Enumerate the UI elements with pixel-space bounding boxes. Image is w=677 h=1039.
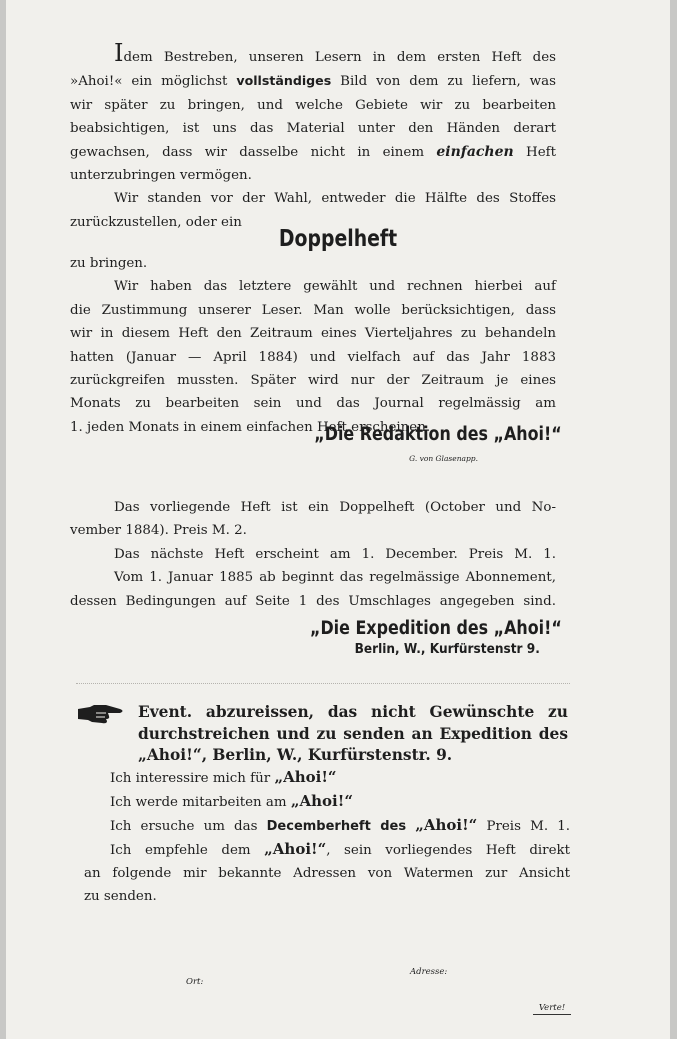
- page-heading: Doppelheft: [278, 226, 398, 252]
- author-name: G. von Glasenapp.: [409, 454, 478, 463]
- option-recommend-line: zu senden.: [84, 889, 157, 904]
- turn-over-note: Verte!: [533, 1003, 571, 1015]
- body-line: zurückgreifen mussten. Später wird nur der Zeitraum je eines: [70, 373, 556, 389]
- body-line: hatten (Januar — April 1884) und vielfach auf das Jahr 1883: [70, 349, 556, 365]
- body-line: zu bringen.: [70, 256, 148, 271]
- option-recommend[interactable]: Ich empfehle dem „Ahoi!“, sein vorliegendes Heft direkt: [110, 840, 570, 858]
- notice-line: Das nächste Heft erscheint am 1. December. Preis M. 1.: [114, 546, 556, 562]
- option-interest[interactable]: Ich interessire mich für „Ahoi!“: [110, 768, 337, 786]
- intro-line-5: gewachsen, dass wir dasselbe nicht in einem einfachen Heft: [70, 143, 556, 160]
- drop-cap: I: [114, 39, 124, 67]
- notice-line: Das vorliegende Heft ist ein Doppelheft (October und No-: [114, 500, 556, 515]
- address-field-label[interactable]: Adresse:: [410, 967, 448, 977]
- intro-line-2: »Ahoi!« ein möglichst vollständiges Bild von dem zu liefern, was: [70, 73, 556, 90]
- cutout-heading-line: „Ahoi!“, Berlin, W., Kurfürstenstr. 9.: [138, 746, 453, 764]
- body-paragraph: [70, 252, 556, 439]
- intro-line-3: wir später zu bringen, und welche Gebiete wir zu bearbeiten: [70, 97, 556, 113]
- notice-line: dessen Bedingungen auf Seite 1 des Umschlages angegeben sind.: [70, 593, 556, 609]
- expedition-signature: „Die Expedition des „Ahoi!“: [310, 618, 562, 639]
- tear-line: [76, 683, 570, 684]
- order-form: [84, 766, 570, 908]
- body-line: Monats zu bearbeiten sein und das Journal regelmässig am: [70, 396, 556, 412]
- place-field-label[interactable]: Ort:: [186, 977, 204, 987]
- cutout-heading-line: Event. abzureissen, das nicht Gewünschte zu: [138, 703, 568, 721]
- emphasis-italic: einfachen: [436, 143, 514, 160]
- pointing-hand-icon: [76, 700, 126, 726]
- option-order-december[interactable]: Ich ersuche um das Decemberheft des „Ahoi!“ Preis M. 1.: [110, 816, 570, 834]
- intro-line-7: Wir standen vor der Wahl, entweder die Hälfte des Stoffes: [114, 191, 556, 207]
- intro-paragraph: [70, 39, 556, 234]
- cutout-heading: [138, 702, 568, 767]
- editorial-signature: „Die Redaktion des „Ahoi!“: [314, 424, 562, 445]
- intro-line-1: Idem Bestreben, unseren Lesern in dem ersten Heft des: [114, 39, 556, 67]
- expedition-address: Berlin, W., Kurfürstenstr 9.: [354, 641, 540, 657]
- body-line: die Zustimmung unserer Leser. Man wolle berücksichtigen, dass: [70, 302, 556, 318]
- intro-line-4: beabsichtigen, ist uns das Material unter den Händen derart: [70, 121, 556, 137]
- notice-paragraph: [70, 496, 556, 613]
- notice-line: Vom 1. Januar 1885 ab beginnt das regelmässige Abonnement,: [114, 570, 556, 586]
- notice-line: vember 1884). Preis M. 2.: [70, 523, 247, 539]
- document-page: [6, 0, 670, 1039]
- intro-line-6: unterzubringen vermögen.: [70, 168, 252, 184]
- cutout-heading-line: durchstreichen und zu senden an Expedition des: [138, 724, 568, 743]
- body-line: 1. jeden Monats in einem einfachen Heft erscheinen.: [70, 419, 431, 435]
- option-recommend-line: an folgende mir bekannte Adressen von Watermen zur Ansicht: [84, 866, 570, 881]
- option-contribute[interactable]: Ich werde mitarbeiten am „Ahoi!“: [110, 792, 353, 810]
- intro-line-8: zurückzustellen, oder ein: [70, 214, 242, 230]
- body-line: Wir haben das letztere gewählt und rechnen hierbei auf: [114, 279, 556, 295]
- emphasis-bold: vollständiges: [236, 73, 332, 89]
- body-line: wir in diesem Heft den Zeitraum eines Vierteljahres zu behandeln: [70, 326, 556, 342]
